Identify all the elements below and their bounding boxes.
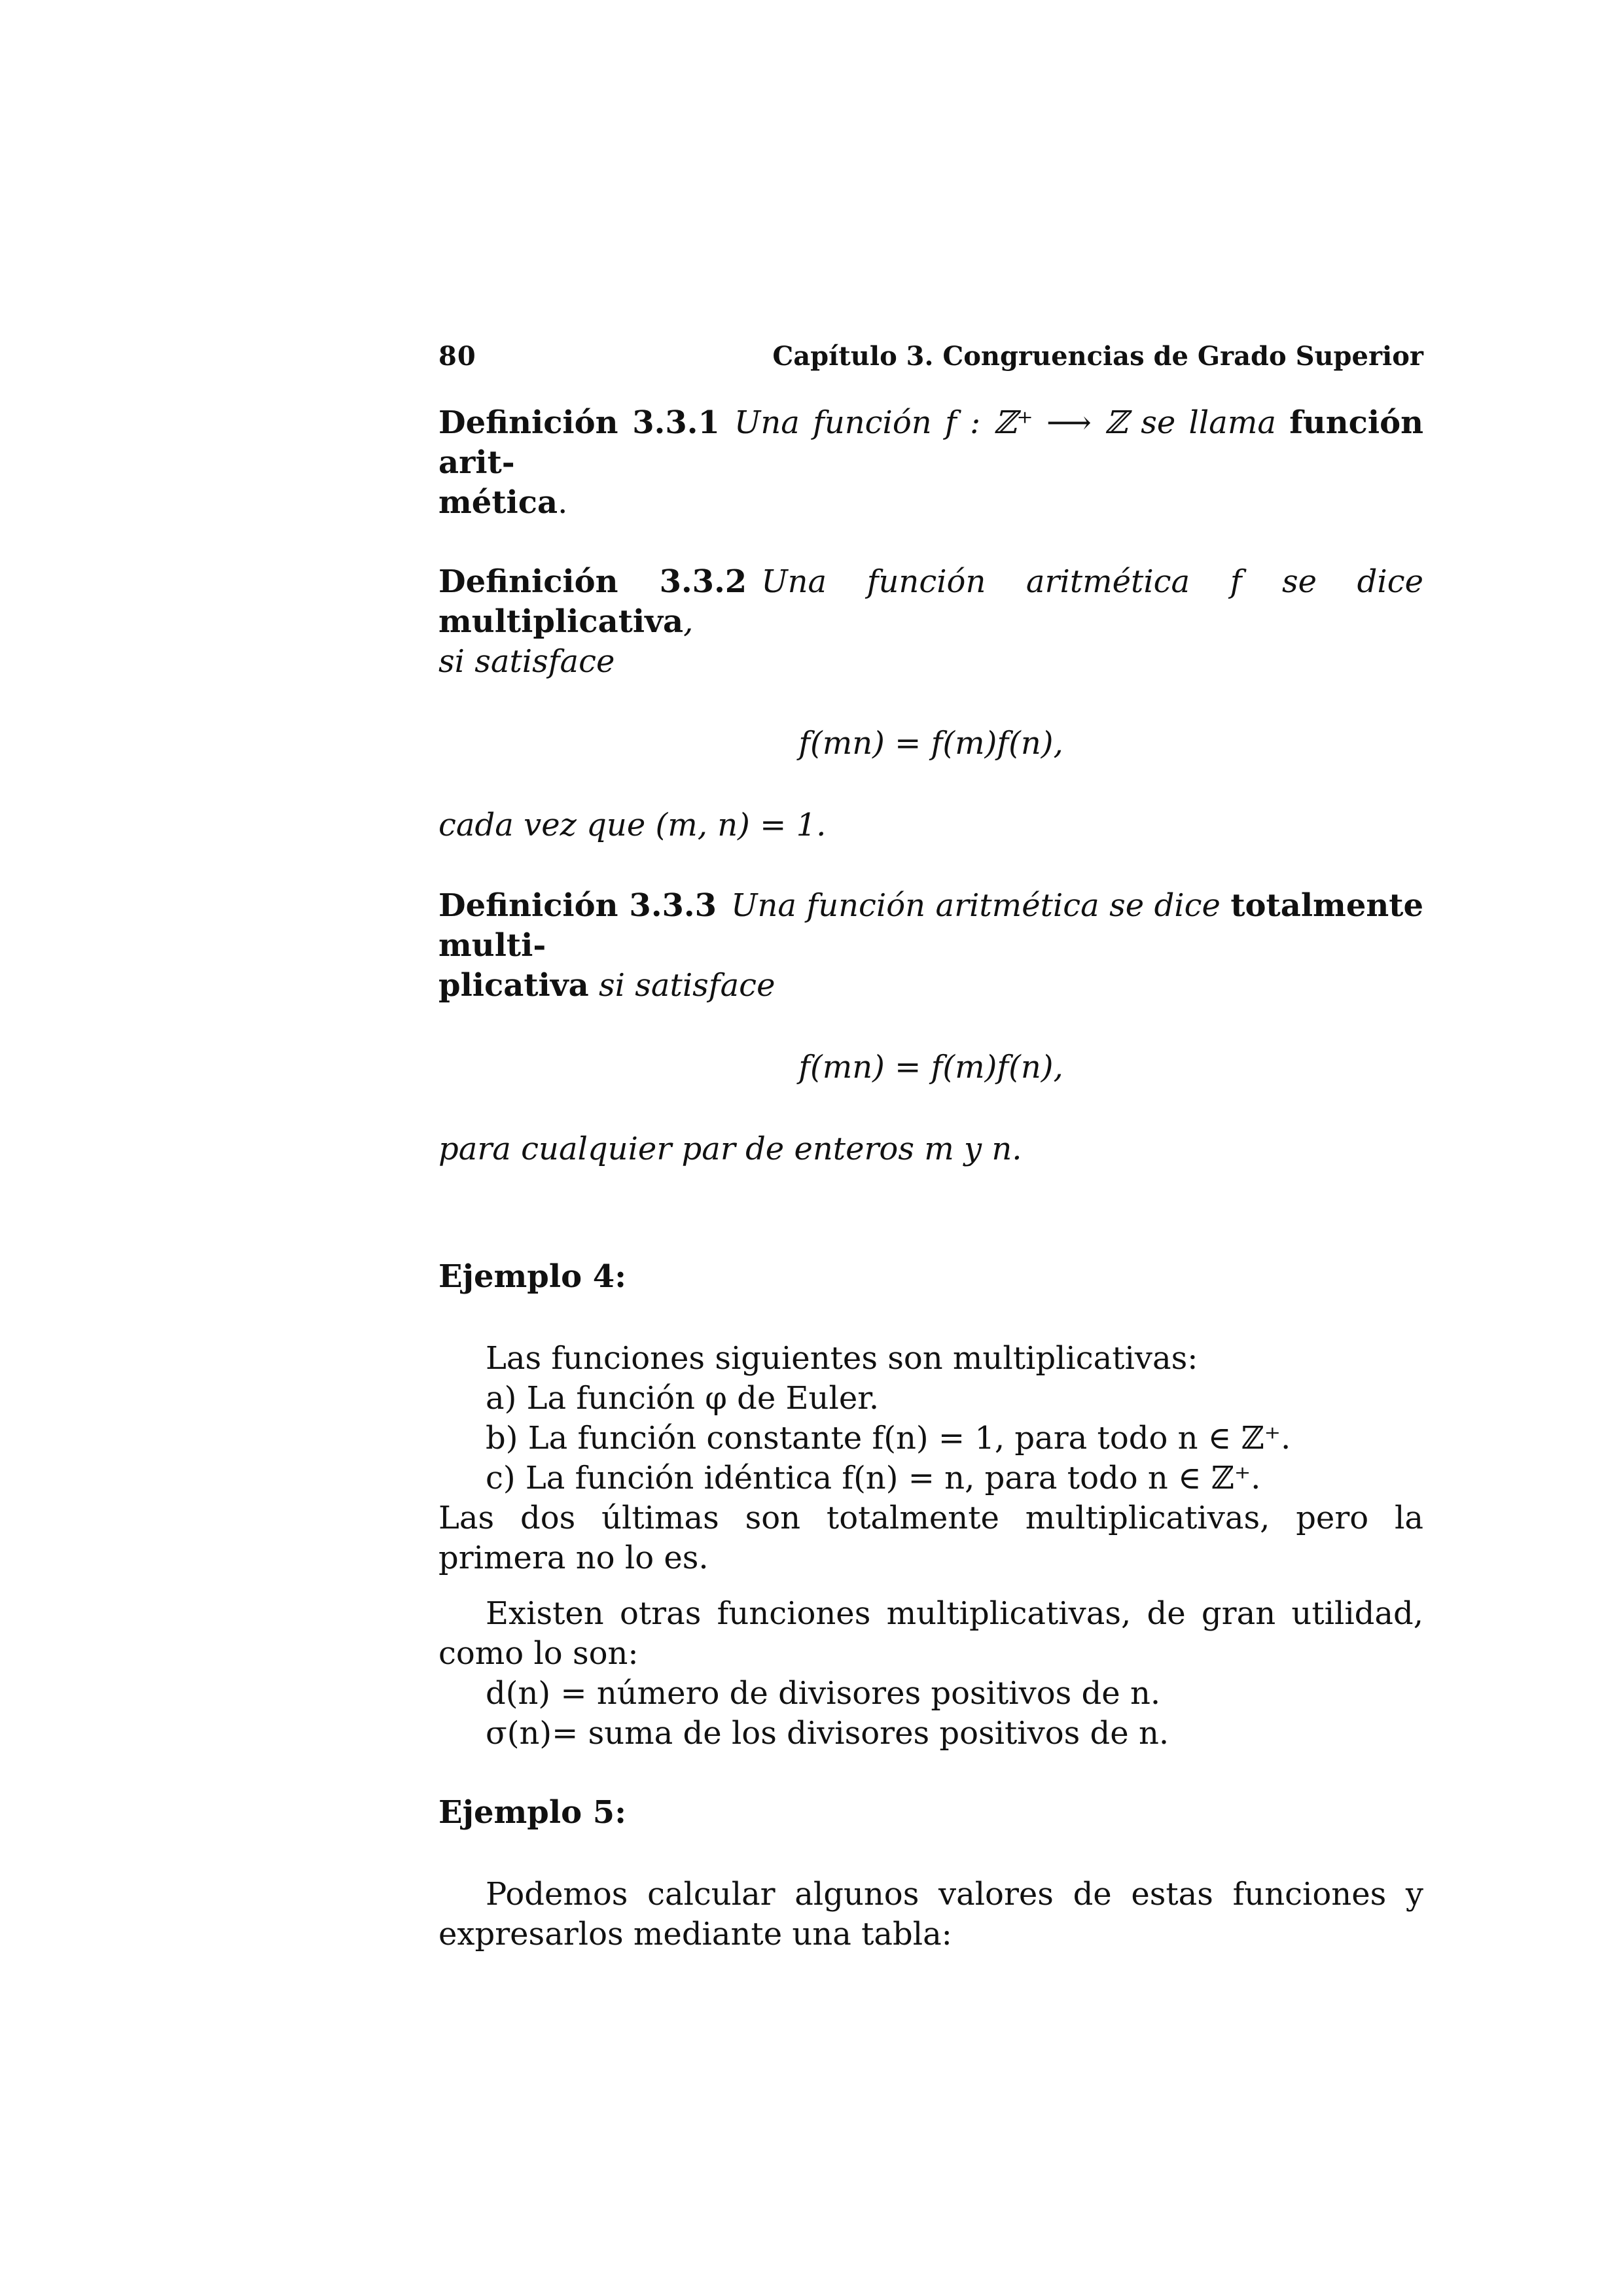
page-body: [438, 340, 1423, 1954]
definition-text: se llama: [1141, 404, 1276, 441]
definition-text: Una función aritmética se dice: [731, 887, 1221, 924]
definition-3-3-3: [438, 886, 1423, 1006]
definition-condition: cada vez que (m, n) = 1.: [438, 807, 827, 843]
definition-3-3-1: Definición 3.3.1 Una función f : ℤ⁺ ⟶ ℤ se llama función arit- mética.: [438, 404, 1424, 521]
running-header: [438, 340, 1423, 373]
definition-text: Una función: [734, 404, 932, 441]
definition-label: Definición 3.3.3: [438, 887, 717, 924]
definition-text: Una función aritmética f se dice: [761, 563, 1423, 600]
chapter-title: Capítulo 3. Congruencias de Grado Superior: [772, 341, 1423, 372]
defined-term: multiplicativa: [438, 603, 684, 640]
function-map: f : ℤ⁺ ⟶ ℤ: [944, 404, 1128, 441]
example-intro: Las funciones siguientes son multiplicativas:: [486, 1340, 1198, 1377]
display-formula: f(mn) = f(m)f(n),: [798, 1049, 1063, 1086]
definition-text: si satisface: [599, 967, 776, 1004]
definition-3-3-2: Definición 3.3.2 Una función aritmética f se dice multiplicativa, si satisface: [438, 563, 1423, 680]
defined-term: totalmente multi-: [438, 887, 1423, 964]
defined-term: función arit-: [438, 404, 1424, 481]
defined-term: mética: [438, 484, 558, 521]
definition-label: Definición 3.3.1: [438, 404, 720, 441]
definition-text: si satisface: [438, 643, 615, 680]
example-closing: Las dos últimas son totalmente multiplicativas, pero la primera no lo es.: [438, 1500, 1423, 1576]
example-4-heading: Ejemplo 4:: [438, 1258, 626, 1295]
example-5-text: Podemos calcular algunos valores de estas funciones y expresarlos mediante una tabla:: [438, 1876, 1423, 1952]
list-item: σ(n)= suma de los divisores positivos de n.: [486, 1715, 1169, 1752]
list-item: b) La función constante f(n) = 1, para todo n ∈ ℤ⁺.: [486, 1420, 1291, 1457]
display-formula: f(mn) = f(m)f(n),: [798, 725, 1063, 762]
list-item: a) La función φ de Euler.: [486, 1380, 880, 1417]
page-number: 80: [438, 341, 476, 372]
list-item: d(n) = número de divisores positivos de n.: [486, 1675, 1161, 1712]
other-functions-intro: Existen otras funciones multiplicativas, de gran utilidad, como lo son:: [438, 1595, 1423, 1672]
defined-term: plicativa: [438, 967, 589, 1004]
definition-condition: para cualquier par de enteros m y n.: [438, 1131, 1022, 1167]
example-5-heading: Ejemplo 5:: [438, 1794, 626, 1831]
list-item: c) La función idéntica f(n) = n, para todo n ∈ ℤ⁺.: [486, 1460, 1261, 1496]
definition-label: Definición 3.3.2: [438, 563, 747, 600]
